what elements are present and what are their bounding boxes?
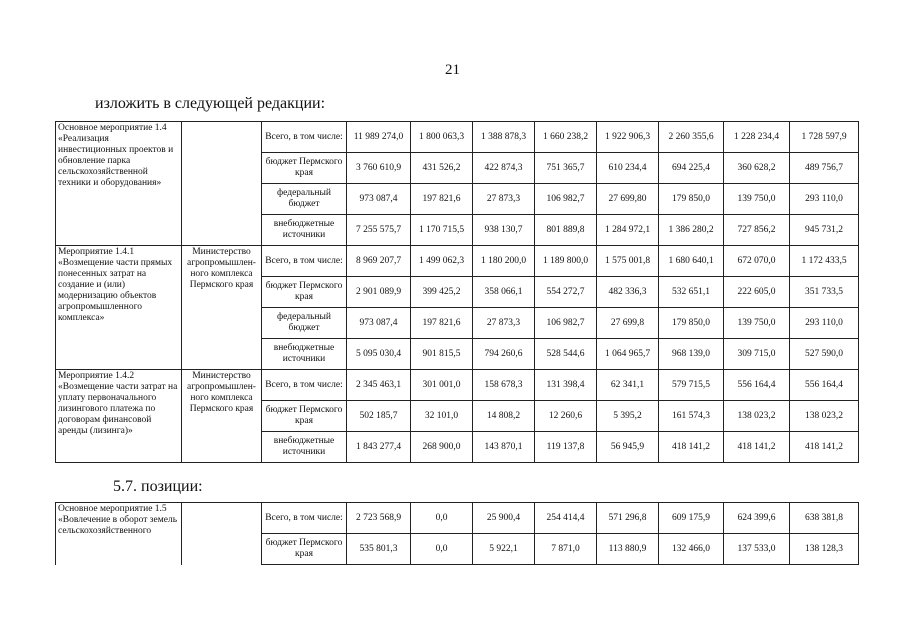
- amount-cell: 638 381,8: [790, 503, 859, 534]
- amount-cell: 535 801,3: [347, 534, 411, 565]
- funding-source: бюджет Пермского края: [262, 401, 347, 432]
- page-number: 21: [445, 62, 460, 78]
- funding-source: Всего, в том числе:: [262, 503, 347, 534]
- amount-cell: 1 189 800,0: [535, 246, 597, 277]
- amount-cell: 482 336,3: [597, 277, 659, 308]
- amount-cell: 5 095 030,4: [347, 339, 411, 370]
- amount-cell: 14 808,2: [473, 401, 535, 432]
- amount-cell: 2 260 355,6: [659, 122, 724, 153]
- amount-cell: 1 180 200,0: [473, 246, 535, 277]
- funding-source: внебюджетные источники: [262, 339, 347, 370]
- executor: Министерство агропромышлен-ного комплекса Пермского края: [182, 370, 262, 463]
- amount-cell: 0,0: [411, 534, 473, 565]
- amount-cell: 106 982,7: [535, 308, 597, 339]
- amount-cell: 0,0: [411, 503, 473, 534]
- amount-cell: 5 395,2: [597, 401, 659, 432]
- amount-cell: 301 001,0: [411, 370, 473, 401]
- funding-source: Всего, в том числе:: [262, 122, 347, 153]
- amount-cell: 138 023,2: [724, 401, 790, 432]
- amount-cell: 945 731,2: [790, 215, 859, 246]
- amount-cell: 1 499 062,3: [411, 246, 473, 277]
- amount-cell: 1 064 965,7: [597, 339, 659, 370]
- amount-cell: 139 750,0: [724, 308, 790, 339]
- amount-cell: 32 101,0: [411, 401, 473, 432]
- amount-cell: 138 023,2: [790, 401, 859, 432]
- amount-cell: 1 843 277,4: [347, 432, 411, 463]
- amount-cell: 27 873,3: [473, 308, 535, 339]
- amount-cell: 418 141,2: [724, 432, 790, 463]
- amount-cell: 794 260,6: [473, 339, 535, 370]
- amount-cell: 2 901 089,9: [347, 277, 411, 308]
- executor: [182, 503, 262, 565]
- amount-cell: 293 110,0: [790, 184, 859, 215]
- funding-source: федеральный бюджет: [262, 184, 347, 215]
- amount-cell: 624 399,6: [724, 503, 790, 534]
- budget-table: [55, 121, 859, 463]
- funding-source: Всего, в том числе:: [262, 246, 347, 277]
- amount-cell: 113 880,9: [597, 534, 659, 565]
- table-row: [56, 246, 859, 277]
- amount-cell: 554 272,7: [535, 277, 597, 308]
- executor: Министерство агропромышлен-ного комплекса Пермского края: [182, 246, 262, 370]
- amount-cell: 571 296,8: [597, 503, 659, 534]
- positions-table: [55, 502, 859, 565]
- amount-cell: 610 234,4: [597, 153, 659, 184]
- amount-cell: 360 628,2: [724, 153, 790, 184]
- table-row: [56, 122, 859, 153]
- amount-cell: 27 699,80: [597, 184, 659, 215]
- amount-cell: 938 130,7: [473, 215, 535, 246]
- amount-cell: 158 678,3: [473, 370, 535, 401]
- amount-cell: 358 066,1: [473, 277, 535, 308]
- amount-cell: 3 760 610,9: [347, 153, 411, 184]
- section-heading-positions: 5.7. позиции:: [113, 478, 203, 495]
- amount-cell: 197 821,6: [411, 184, 473, 215]
- amount-cell: 399 425,2: [411, 277, 473, 308]
- amount-cell: 138 128,3: [790, 534, 859, 565]
- amount-cell: 62 341,1: [597, 370, 659, 401]
- funding-source: бюджет Пермского края: [262, 153, 347, 184]
- amount-cell: 973 087,4: [347, 184, 411, 215]
- amount-cell: 579 715,5: [659, 370, 724, 401]
- amount-cell: 197 821,6: [411, 308, 473, 339]
- funding-source: бюджет Пермского края: [262, 534, 347, 565]
- amount-cell: 751 365,7: [535, 153, 597, 184]
- amount-cell: 1 386 280,2: [659, 215, 724, 246]
- amount-cell: 7 871,0: [535, 534, 597, 565]
- amount-cell: 179 850,0: [659, 308, 724, 339]
- amount-cell: 309 715,0: [724, 339, 790, 370]
- activity-name: Мероприятие 1.4.1 «Возмещение части прямых понесенных затрат на создание и (или) модернизацию объектов агропромышленного комплекса»: [56, 246, 182, 370]
- amount-cell: 418 141,2: [659, 432, 724, 463]
- amount-cell: 609 175,9: [659, 503, 724, 534]
- funding-source: федеральный бюджет: [262, 308, 347, 339]
- amount-cell: 27 873,3: [473, 184, 535, 215]
- executor: [182, 122, 262, 246]
- amount-cell: 2 345 463,1: [347, 370, 411, 401]
- amount-cell: 1 284 972,1: [597, 215, 659, 246]
- amount-cell: 901 815,5: [411, 339, 473, 370]
- amount-cell: 418 141,2: [790, 432, 859, 463]
- amount-cell: 131 398,4: [535, 370, 597, 401]
- amount-cell: 25 900,4: [473, 503, 535, 534]
- amount-cell: 1 800 063,3: [411, 122, 473, 153]
- amount-cell: 556 164,4: [724, 370, 790, 401]
- table-row: [56, 370, 859, 401]
- amount-cell: 489 756,7: [790, 153, 859, 184]
- amount-cell: 161 574,3: [659, 401, 724, 432]
- activity-name: Мероприятие 1.4.2 «Возмещение части затрат на уплату первоначального лизингового платежа по договорам финансовой аренды (лизинга)»: [56, 370, 182, 463]
- amount-cell: 1 728 597,9: [790, 122, 859, 153]
- amount-cell: 119 137,8: [535, 432, 597, 463]
- amount-cell: 1 680 640,1: [659, 246, 724, 277]
- amount-cell: 1 575 001,8: [597, 246, 659, 277]
- amount-cell: 502 185,7: [347, 401, 411, 432]
- amount-cell: 801 889,8: [535, 215, 597, 246]
- amount-cell: 1 170 715,5: [411, 215, 473, 246]
- amount-cell: 973 087,4: [347, 308, 411, 339]
- amount-cell: 694 225,4: [659, 153, 724, 184]
- amount-cell: 222 605,0: [724, 277, 790, 308]
- amount-cell: 7 255 575,7: [347, 215, 411, 246]
- amount-cell: 1 388 878,3: [473, 122, 535, 153]
- amount-cell: 179 850,0: [659, 184, 724, 215]
- funding-source: внебюджетные источники: [262, 215, 347, 246]
- amount-cell: 528 544,6: [535, 339, 597, 370]
- amount-cell: 8 969 207,7: [347, 246, 411, 277]
- amount-cell: 106 982,7: [535, 184, 597, 215]
- amount-cell: 672 070,0: [724, 246, 790, 277]
- amount-cell: 11 989 274,0: [347, 122, 411, 153]
- amount-cell: 556 164,4: [790, 370, 859, 401]
- amount-cell: 132 466,0: [659, 534, 724, 565]
- amount-cell: 431 526,2: [411, 153, 473, 184]
- amount-cell: 268 900,0: [411, 432, 473, 463]
- section-heading: изложить в следующей редакции:: [95, 95, 326, 112]
- amount-cell: 143 870,1: [473, 432, 535, 463]
- funding-source: внебюджетные источники: [262, 432, 347, 463]
- amount-cell: 527 590,0: [790, 339, 859, 370]
- amount-cell: 2 723 568,9: [347, 503, 411, 534]
- funding-source: Всего, в том числе:: [262, 370, 347, 401]
- amount-cell: 422 874,3: [473, 153, 535, 184]
- amount-cell: 254 414,4: [535, 503, 597, 534]
- amount-cell: 5 922,1: [473, 534, 535, 565]
- amount-cell: 56 945,9: [597, 432, 659, 463]
- amount-cell: 1 660 238,2: [535, 122, 597, 153]
- amount-cell: 293 110,0: [790, 308, 859, 339]
- amount-cell: 727 856,2: [724, 215, 790, 246]
- amount-cell: 12 260,6: [535, 401, 597, 432]
- amount-cell: 1 172 433,5: [790, 246, 859, 277]
- amount-cell: 139 750,0: [724, 184, 790, 215]
- amount-cell: 27 699,8: [597, 308, 659, 339]
- amount-cell: 351 733,5: [790, 277, 859, 308]
- activity-name: Основное мероприятие 1.4 «Реализация инвестиционных проектов и обновление парка сельскохозяйственной техники и оборудования»: [56, 122, 182, 246]
- table-row: [56, 503, 859, 534]
- activity-name: Основное мероприятие 1.5 «Вовлечение в оборот земель сельскохозяйственного: [56, 503, 182, 565]
- amount-cell: 1 228 234,4: [724, 122, 790, 153]
- amount-cell: 137 533,0: [724, 534, 790, 565]
- amount-cell: 968 139,0: [659, 339, 724, 370]
- amount-cell: 1 922 906,3: [597, 122, 659, 153]
- funding-source: бюджет Пермского края: [262, 277, 347, 308]
- amount-cell: 532 651,1: [659, 277, 724, 308]
